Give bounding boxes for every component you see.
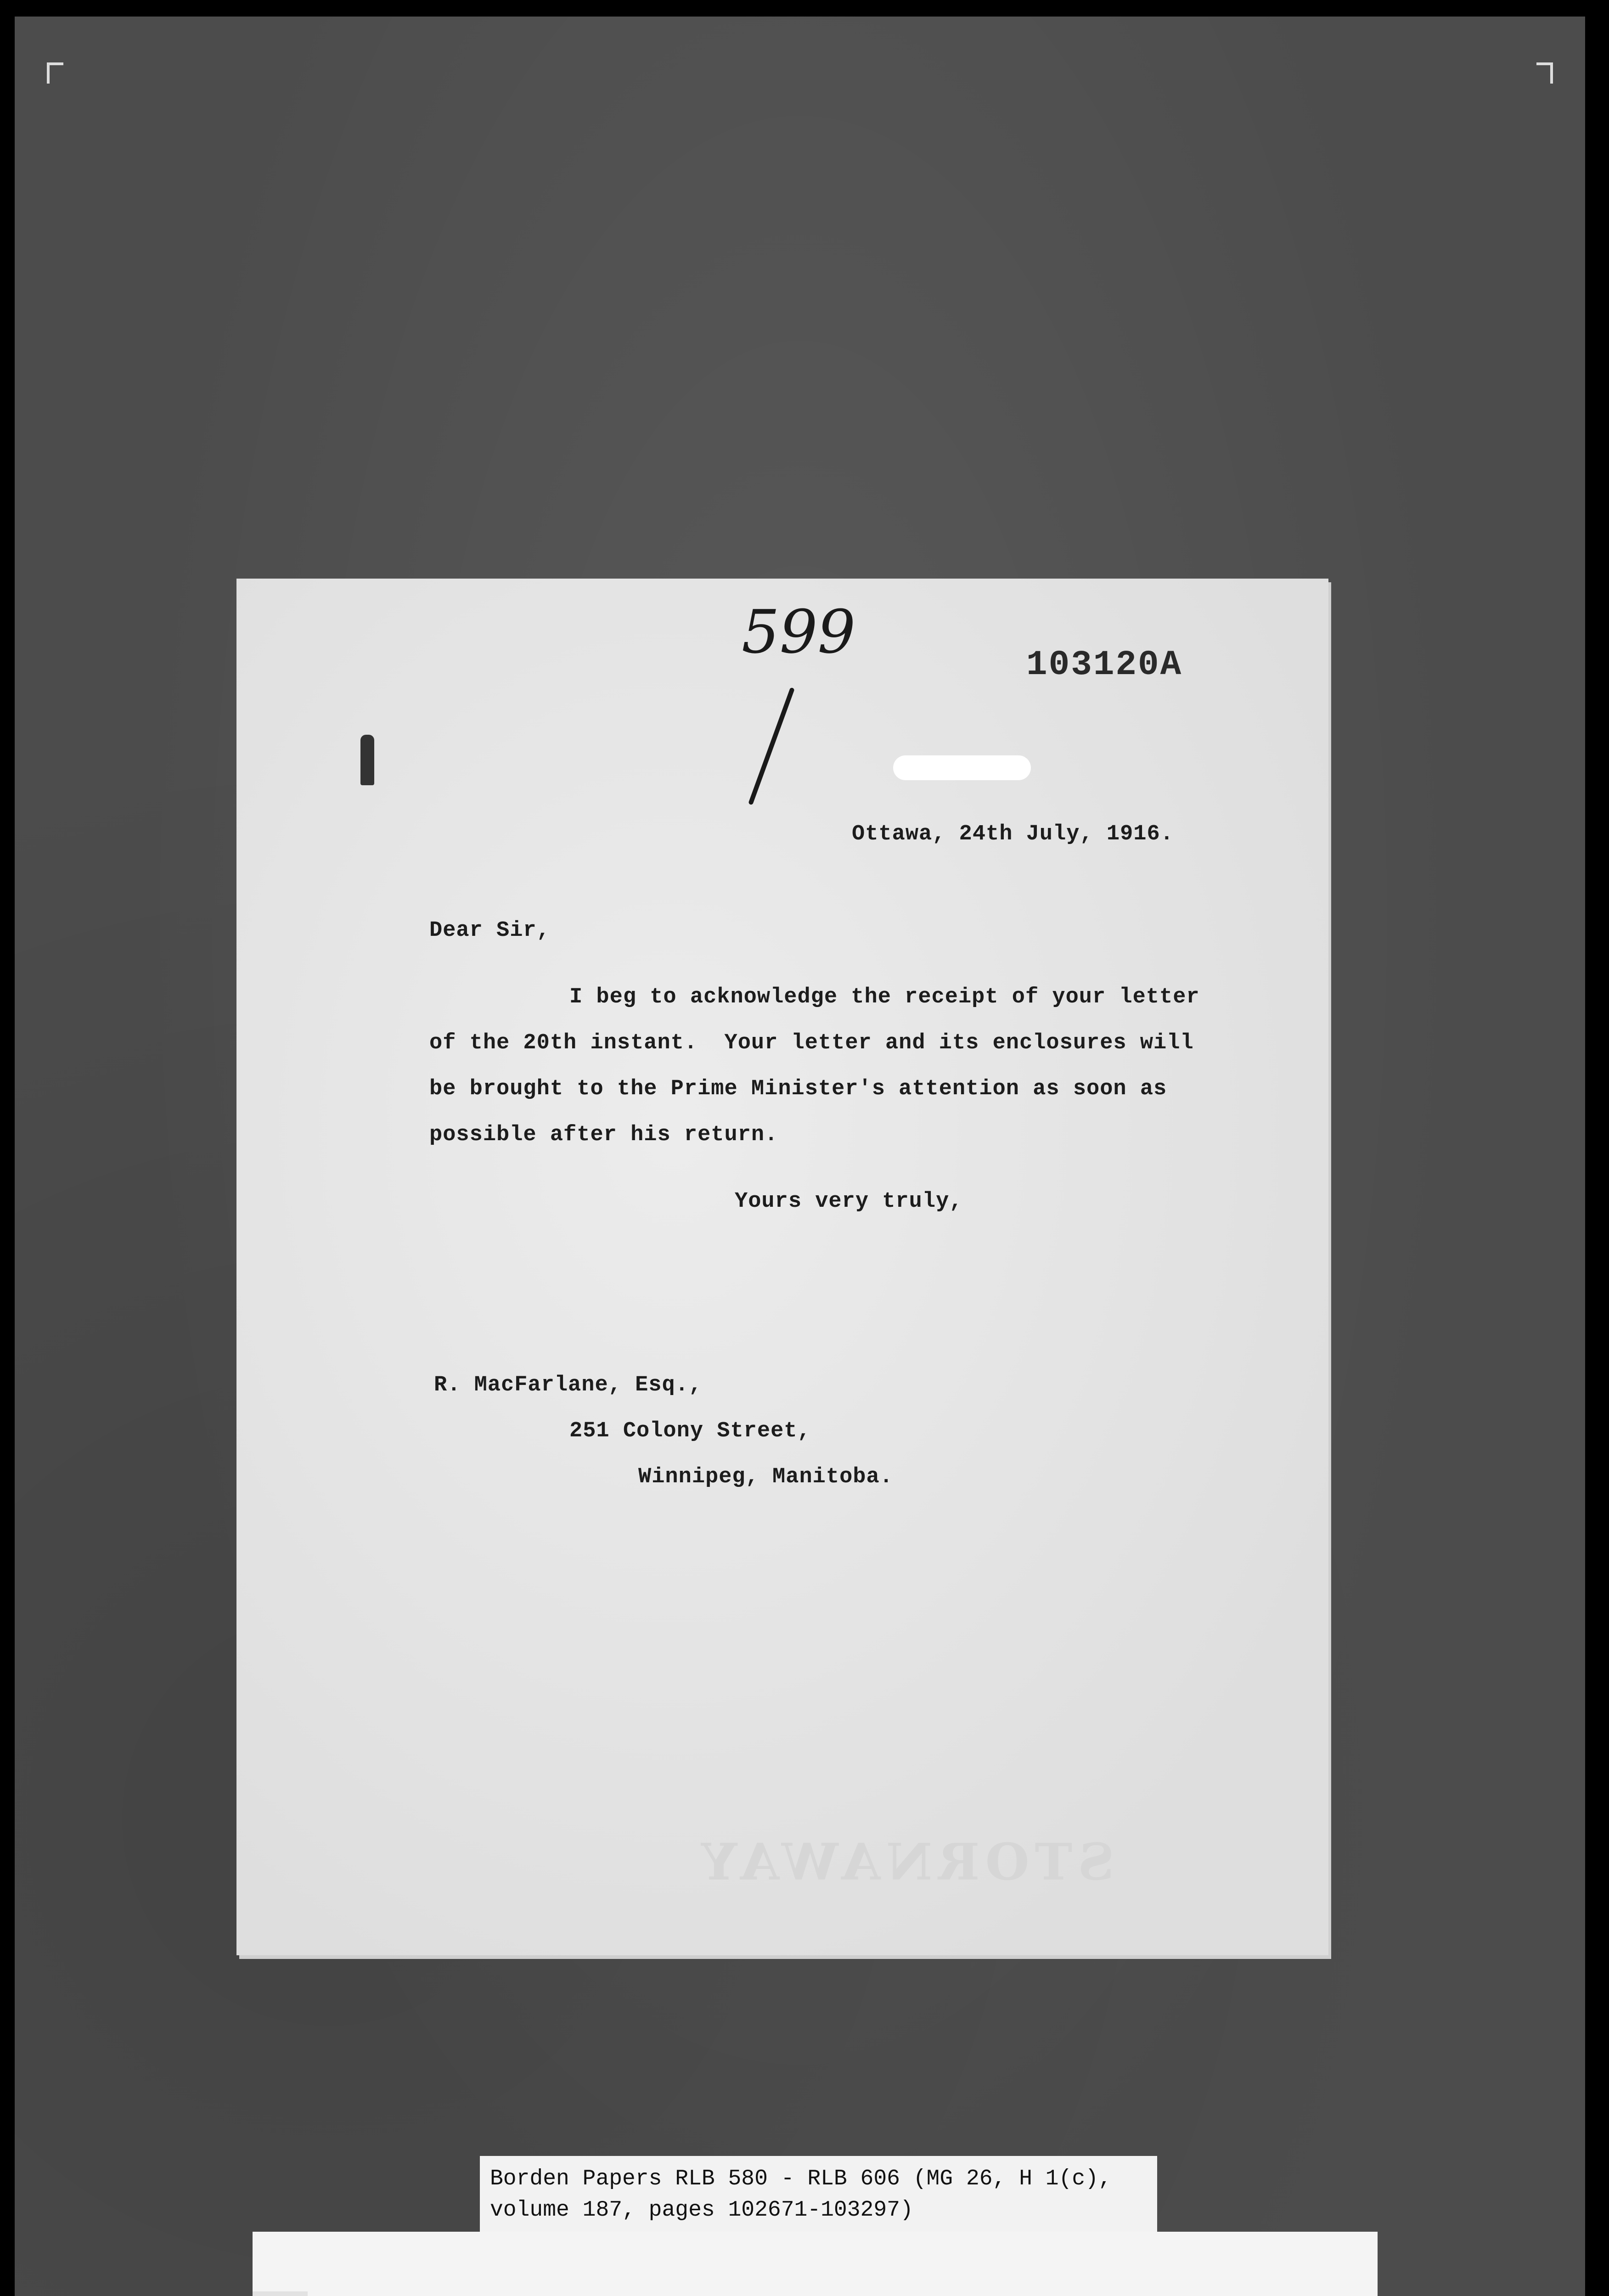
- reference-line: volume 187, pages 102671-103297): [490, 2198, 913, 2223]
- archives-card: [253, 2232, 1378, 2296]
- date-line: Ottawa, 24th July, 1916.: [852, 822, 1174, 846]
- card-edge: [253, 2291, 308, 2296]
- closing: Yours very truly,: [735, 1189, 963, 1214]
- pen-stroke-icon: [748, 687, 795, 805]
- folio-number: 599: [742, 597, 856, 667]
- body-line: possible after his return.: [429, 1123, 778, 1147]
- document-number: 103120A: [1026, 645, 1183, 685]
- paper-watermark: STORNAWAY: [696, 1832, 1114, 1891]
- redaction-mark: [893, 755, 1031, 780]
- address-line: 251 Colony Street,: [569, 1419, 811, 1443]
- body-line: I beg to acknowledge the receipt of your letter: [569, 985, 1200, 1009]
- punch-mark-icon: [360, 735, 374, 785]
- address-line: Winnipeg, Manitoba.: [638, 1465, 893, 1489]
- body-line: be brought to the Prime Minister's attention as soon as: [429, 1077, 1167, 1101]
- body-line: of the 20th instant. Your letter and its enclosures will: [429, 1031, 1194, 1055]
- corner-mark-icon: [1536, 62, 1553, 84]
- salutation: Dear Sir,: [429, 918, 550, 943]
- letter-page: [236, 579, 1328, 1955]
- reference-line: Borden Papers RLB 580 - RLB 606 (MG 26, H 1(c),: [490, 2167, 1112, 2191]
- reference-label: [480, 2156, 1157, 2236]
- corner-mark-icon: [47, 62, 63, 84]
- address-line: R. MacFarlane, Esq.,: [434, 1373, 703, 1397]
